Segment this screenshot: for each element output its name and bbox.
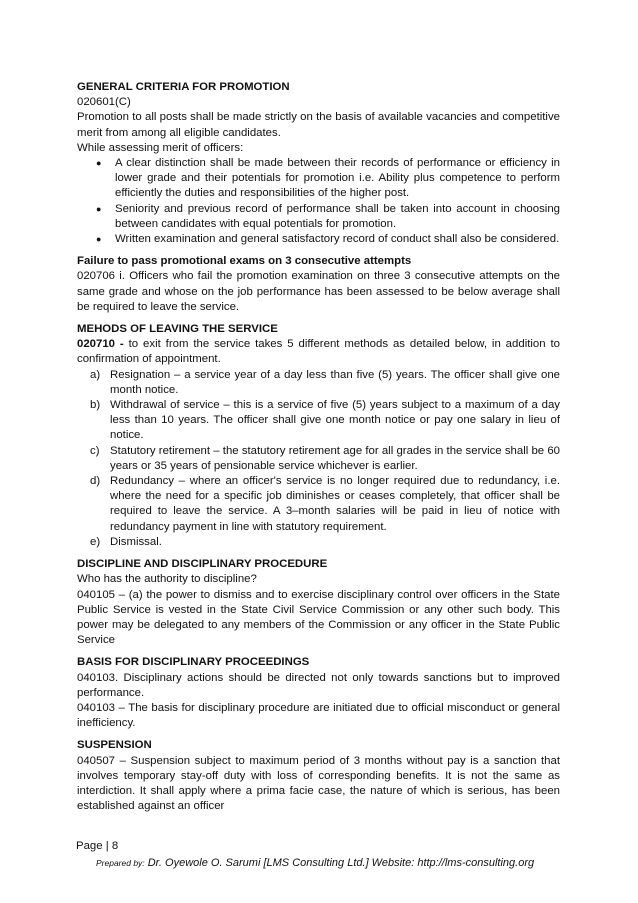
list-item: c) Statutory retirement – the statutory retirement age for all grades in the service shall be 60 years or 35 years of pensionable service whichever is earlier. [90,444,560,472]
author-website-text: Dr. Oyewole O. Sarumi [LMS Consulting Ltd.] Website: http://lms-consulting.org [144,857,535,869]
para-failure-exams: 020706 i. Officers who fail the promotion examination on three 3 consecutive attempts on the same grade and whose on the job performance has been assessed to be below average shall be required to leave the service. [77,270,560,313]
section-discipline [77,557,560,648]
list-item: d) Redundancy – where an officer's service is no longer required due to redundancy, i.e. where the need for a specific job diminishes or ceases completely, that officer shall be required to leave the service. A 3–month salaries will be paid in lieu of notice with redundancy payment in line with statutory requirement. [90,475,560,533]
heading-basis-proceedings: BASIS FOR DISCIPLINARY PROCEEDINGS [77,656,310,669]
list-item: ● A clear distinction shall be made between their records of performance or efficiency in lower grade and their potentials for promotion i.e. Ability plus competence to perform efficiently the duties and responsibilities of the higher post. [96,157,560,200]
document-body [77,80,560,821]
heading-failure-exams: Failure to pass promotional exams on 3 consecutive attempts [77,255,412,268]
merit-bullet-list [77,156,560,247]
para-leaving-service: 020710 - to exit from the service takes 5 different methods as detailed below, in addition to confirmation of appointment. [77,338,560,366]
para-basis-1: 040103. Disciplinary actions should be directed not only towards sanctions but to improved performance. [77,671,560,699]
section-suspension [77,738,560,814]
list-item: e) Dismissal. [90,535,162,548]
heading-discipline: DISCIPLINE AND DISCIPLINARY PROCEDURE [77,558,328,571]
intro-merit: While assessing merit of officers: [77,141,244,154]
section-basis-proceedings [77,655,560,731]
heading-leaving-service: MEHODS OF LEAVING THE SERVICE [77,323,278,336]
para-basis-2: 040103 – The basis for disciplinary procedure are initiated due to official misconduct or general inefficiency. [77,701,560,730]
section-leaving-service [77,322,560,550]
code-general-criteria: 020601(C) [77,96,131,109]
list-item: b) Withdrawal of service – this is a service of five (5) years subject to a maximum of a day less than 10 years. The officer shall give one month notice or pay one salary in lieu of notice. [90,399,560,442]
list-item: ● Seniority and previous record of performance shall be taken into account in choosing between candidates with equal potentials for promotion. [96,202,560,230]
prepared-by-label: Prepared by: [96,858,145,868]
para-suspension: 040507 – Suspension subject to maximum period of 3 months without pay is a sanction that involves temporary stay-off duty with loss of corresponding benefits. It is not the same as interdiction. It shall apply where a prima facie case, the nature of which is serious, has been established against an officer [77,754,560,813]
bullet-dot-icon: ● [96,234,102,245]
section-general-criteria [77,80,560,247]
list-item: a) Resignation – a service year of a day less than five (5) years. The officer shall give one month notice. [90,368,560,396]
code-leaving-service: 020710 - [77,338,124,351]
list-item: ● Written examination and general satisfactory record of conduct shall also be considered. [77,232,560,247]
section-failure-exams [77,254,560,315]
para-general-criteria: Promotion to all posts shall be made strictly on the basis of available vacancies and competitive merit from among all eligible candidates. [77,111,560,139]
para-discipline: 040105 – (a) the power to dismiss and to exercise disciplinary control over officers in the State Public Service is vested in the State Civil Service Commission or any other such body. This power may be delegated to any members of the Commission or any officer in the State Public Service [77,588,560,647]
page-number: Page | 8 [76,840,119,852]
question-discipline: Who has the authority to discipline? [77,573,257,586]
bullet-dot-icon: ● [96,158,102,169]
heading-suspension: SUSPENSION [77,739,152,752]
leaving-methods-list [77,368,560,550]
bullet-dot-icon: ● [96,203,102,214]
heading-general-criteria: GENERAL CRITERIA FOR PROMOTION [77,81,290,93]
footer-credit [96,857,534,869]
